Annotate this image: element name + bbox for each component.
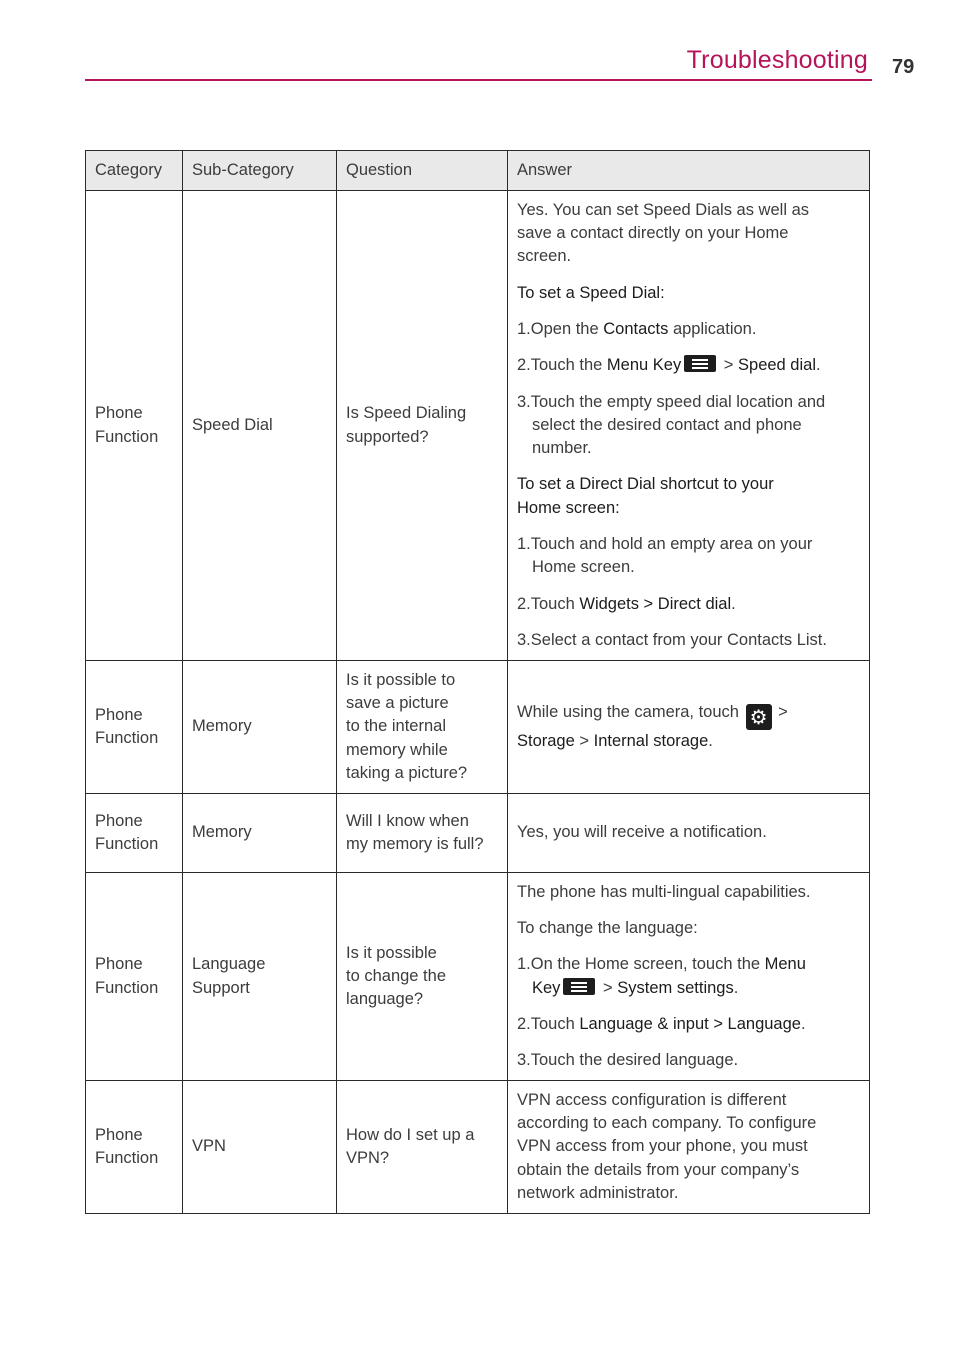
answer-intro: Yes. You can set Speed Dials as well as save a contact directly on your Home screen. [517, 200, 809, 266]
question-cell: Will I know when my memory is full? [337, 794, 508, 873]
question-cell: Is it possible to change the language? [337, 873, 508, 1081]
subcategory-cell: VPN [183, 1081, 337, 1214]
answer-step: 3.Touch the empty speed dial location and select the desired contact and phone number. [517, 392, 826, 458]
answer-text: While using the camera, touch ⚙ > [517, 702, 788, 729]
subcategory-cell: Memory [183, 661, 337, 794]
subcategory-cell: Language Support [183, 873, 337, 1081]
answer-subheading: To change the language: [517, 918, 698, 937]
question-cell: Is it possible to save a picture to the internal memory while taking a picture? [337, 661, 508, 794]
answer-cell: VPN access configuration is different according to each company. To configure VPN access from your phone, you must obtain the details from your company’s network administrator. [508, 1081, 870, 1214]
answer-subheading: To set a Direct Dial shortcut to your Home screen: [517, 475, 774, 517]
answer-step: 1.On the Home screen, touch the Menu Key > System settings. [517, 955, 806, 997]
page-number: 79 [892, 56, 915, 78]
answer-cell [508, 191, 870, 661]
category-cell: Phone Function [86, 191, 183, 661]
column-header-question: Question [337, 151, 508, 191]
category-cell: Phone Function [86, 794, 183, 873]
answer-step: 1.Open the Contacts application. [517, 319, 757, 338]
table-row [86, 661, 870, 794]
category-cell: Phone Function [86, 873, 183, 1081]
gear-icon: ⚙ [746, 704, 772, 730]
question-cell: How do I set up a VPN? [337, 1081, 508, 1214]
answer-step: 2.Touch the Menu Key > Speed dial. [517, 356, 821, 375]
answer-cell [508, 873, 870, 1081]
page-section-title: Troubleshooting [686, 46, 868, 74]
table-row [86, 1081, 870, 1214]
answer-step: 2.Touch Language & input > Language. [517, 1014, 806, 1033]
answer-cell [508, 661, 870, 794]
menu-key-icon [563, 978, 595, 995]
table-row [86, 191, 870, 661]
subcategory-cell: Speed Dial [183, 191, 337, 661]
subcategory-cell: Memory [183, 794, 337, 873]
column-header-subcategory: Sub-Category [183, 151, 337, 191]
answer-subheading: To set a Speed Dial: [517, 283, 665, 302]
answer-text: Yes, you will receive a notification. [517, 823, 767, 842]
answer-cell [508, 794, 870, 873]
menu-key-icon [684, 355, 716, 372]
answer-text: Storage > Internal storage. [517, 731, 713, 750]
table-row [86, 794, 870, 873]
answer-step: 1.Touch and hold an empty area on your Home screen. [517, 535, 813, 577]
answer-step: 3.Touch the desired language. [517, 1051, 739, 1070]
answer-step: 2.Touch Widgets > Direct dial. [517, 594, 736, 613]
category-cell: Phone Function [86, 661, 183, 794]
question-cell: Is Speed Dialing supported? [337, 191, 508, 661]
answer-intro: The phone has multi-lingual capabilities. [517, 882, 811, 901]
table-row [86, 873, 870, 1081]
column-header-answer: Answer [508, 151, 870, 191]
header-divider [85, 79, 872, 81]
answer-step: 3.Select a contact from your Contacts List. [517, 630, 827, 649]
column-header-category: Category [86, 151, 183, 191]
table-header-row [86, 151, 870, 191]
troubleshooting-table [85, 150, 870, 1214]
category-cell: Phone Function [86, 1081, 183, 1214]
